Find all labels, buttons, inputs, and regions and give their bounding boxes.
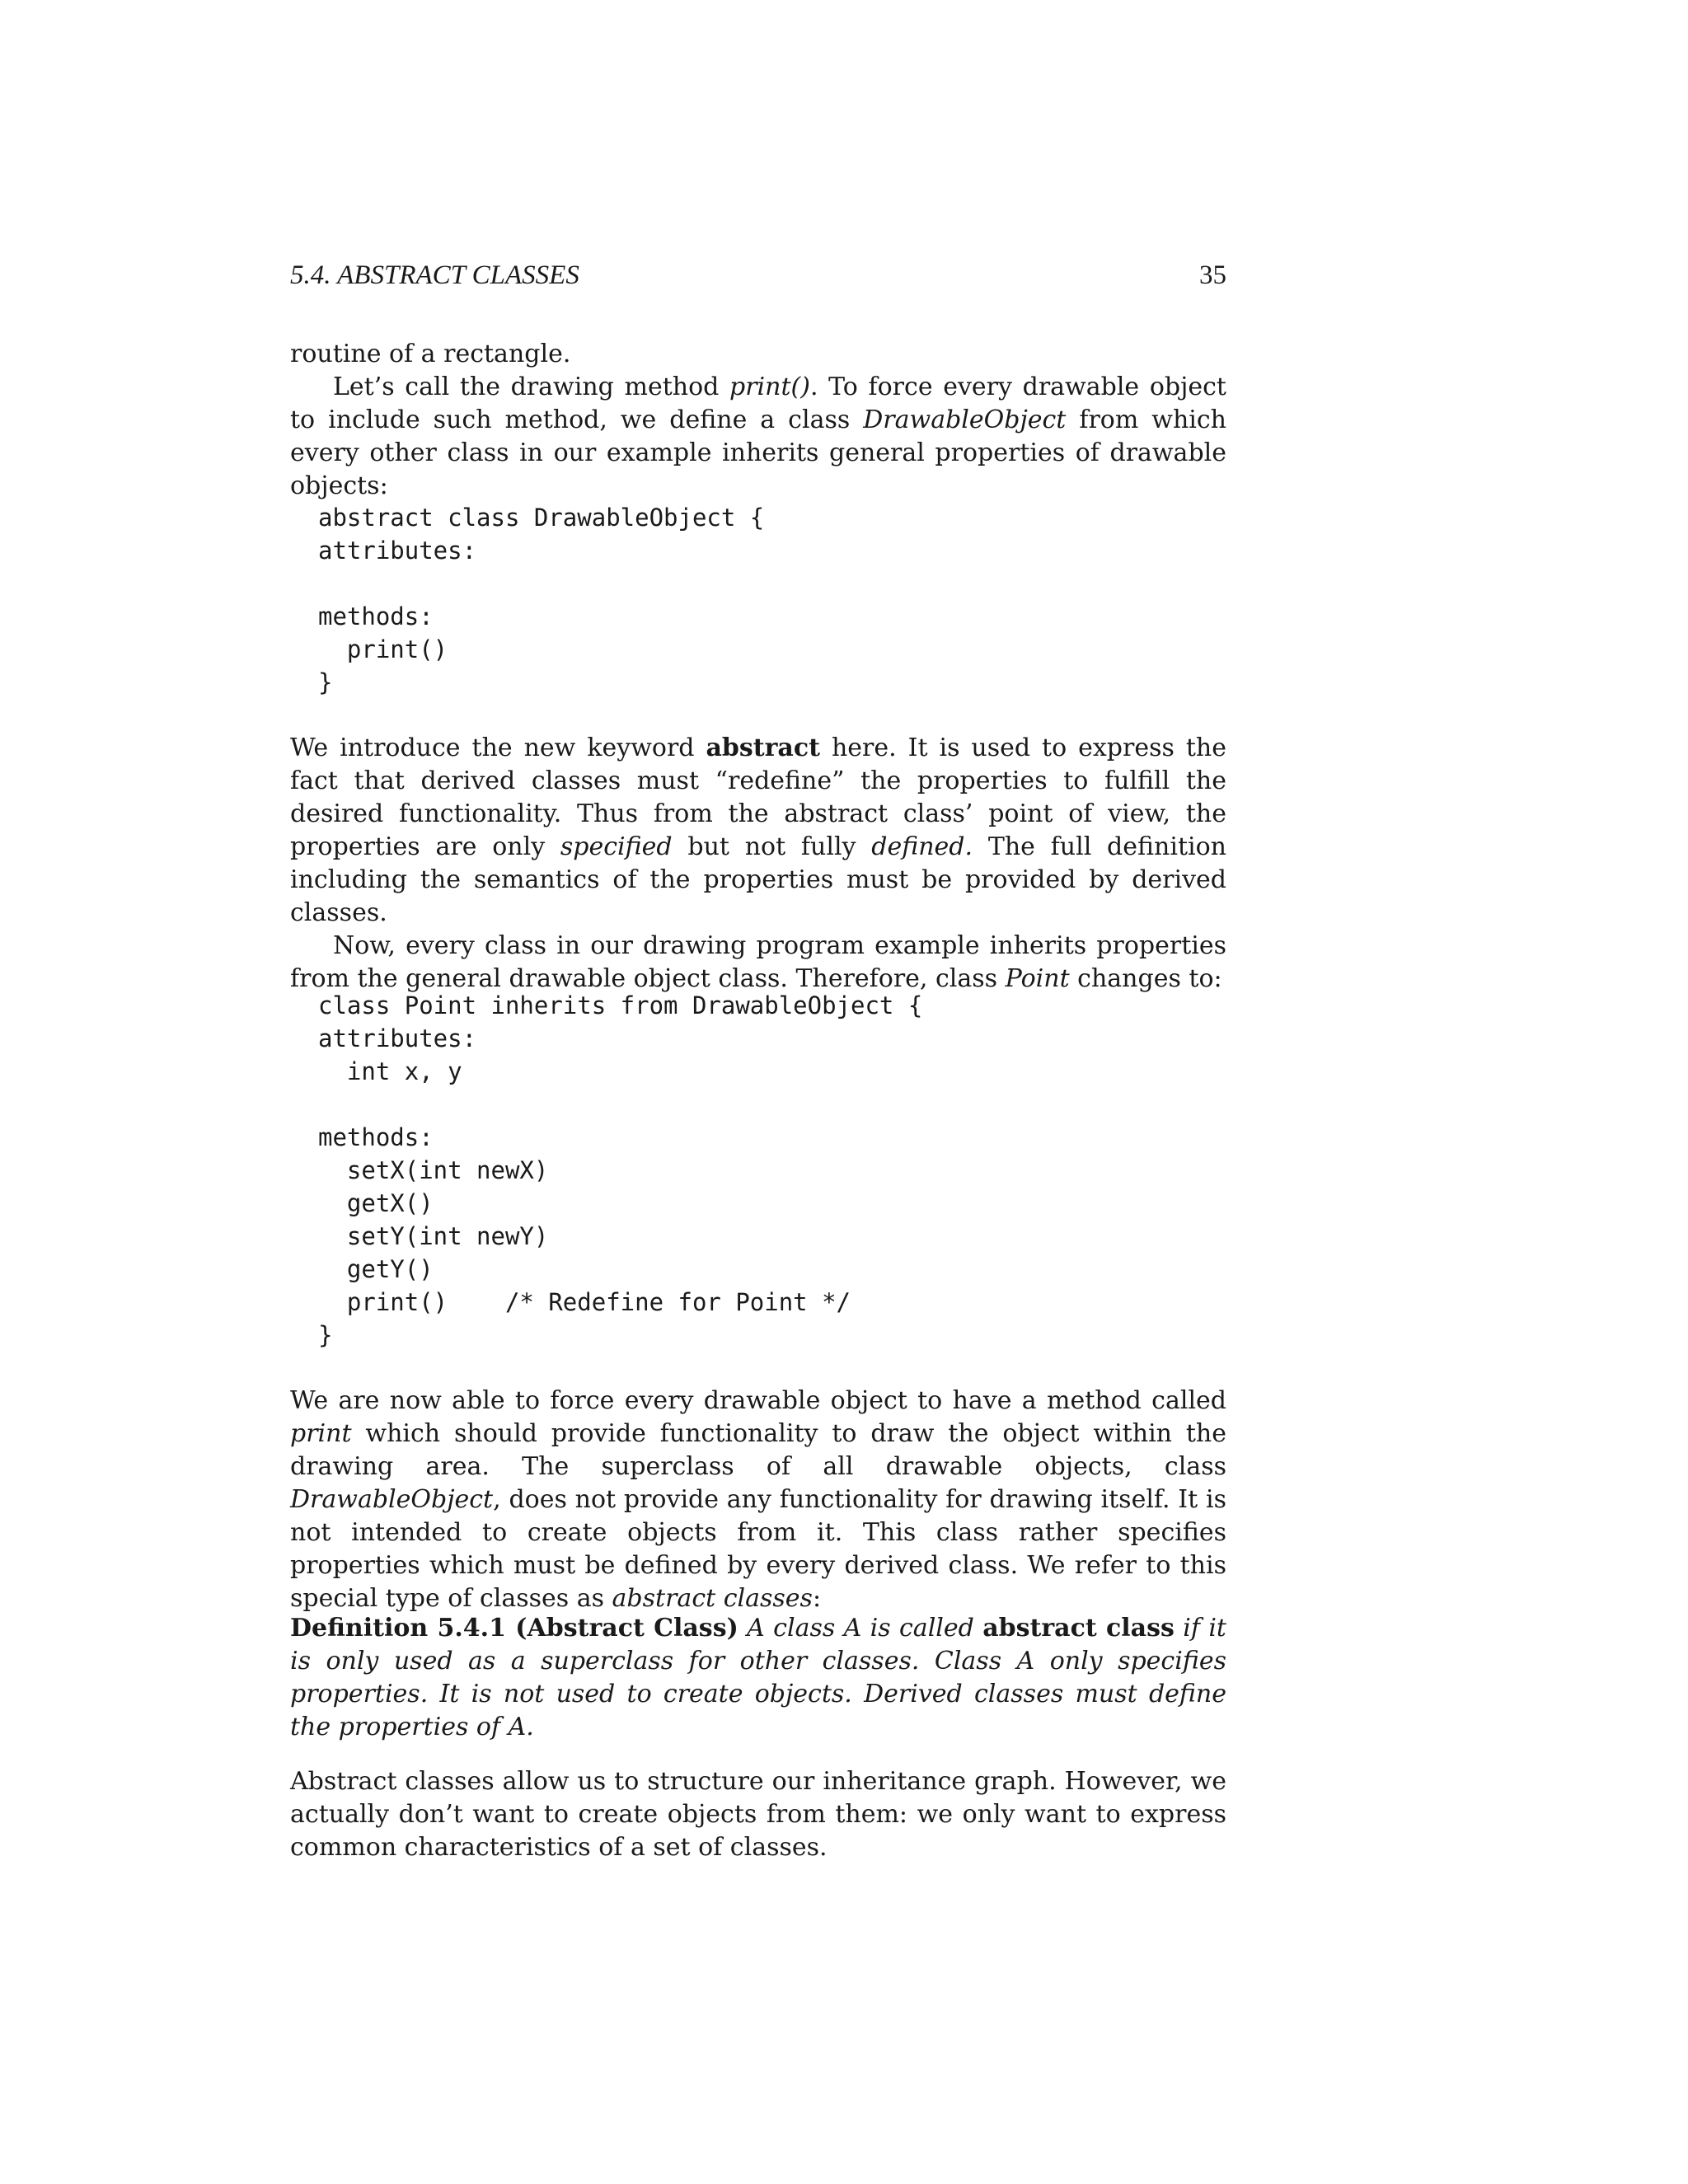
paragraph-abstract-keyword: [290, 732, 1226, 996]
definition-term: abstract class: [982, 1614, 1175, 1643]
paragraph-conclusion: [290, 1765, 1226, 1864]
code-block-point: class Point inherits from DrawableObject { attributes: int x, y methods: setX(int newX) getX() setY(int newY) getY() print() /* Redefine for Point */ }: [318, 991, 923, 1349]
text-run-italic: print: [290, 1419, 352, 1448]
text-run: changes to:: [1069, 964, 1222, 993]
text-run: Let’s call the drawing method: [333, 373, 729, 401]
paragraph: [290, 732, 1226, 930]
text-run: We are now able to force every drawable object to have a method called: [290, 1386, 1226, 1415]
definition-text: if it is only used as a superclass for other classes. Class A only specifies properties. It is not used to create objects. Derived classes must define the properties of A.: [290, 1614, 1226, 1741]
paragraph-print-method: [290, 371, 1226, 503]
text-run-italic: Point: [1005, 964, 1070, 993]
paragraph-print-force: [290, 1385, 1226, 1615]
text-run-italic: abstract classes: [612, 1584, 813, 1613]
paragraph-intro: [290, 338, 1226, 503]
definition-text: A class A is called: [738, 1614, 983, 1643]
text-run: but not fully: [672, 832, 872, 861]
text-run-italic: print(): [729, 373, 810, 401]
text-run-italic: defined.: [871, 832, 973, 861]
text-run: from which every other class in our example inherits general properties of drawable objects:: [290, 405, 1226, 500]
page-number: 35: [1199, 260, 1226, 290]
paragraph-line: routine of a rectangle.: [290, 340, 571, 368]
text-run: which should provide functionality to draw the object within the drawing area. The superclass of all drawable objects, class: [290, 1419, 1226, 1481]
definition-block: [290, 1612, 1226, 1744]
definition-label: Definition 5.4.1 (Abstract Class): [290, 1614, 738, 1643]
text-run-bold: abstract: [706, 733, 820, 762]
document-page: [290, 0, 1226, 2184]
text-run: here. It is used to express the fact that derived classes must “redefine” the properties to fulfill the desired functionality. Thus from the abstract class’ point of view, the properties are only: [290, 733, 1226, 861]
text-run: . To force every drawable object to include such method, we define a class: [290, 373, 1226, 434]
text-run: , does not provide any functionality for drawing itself. It is not intended to create objects from it. This class rather specifies properties which must be defined by every derived class. We refer to this special type of classes as: [290, 1485, 1226, 1613]
text-run: The full definition including the semantics of the properties must be provided by derived classes.: [290, 832, 1226, 927]
section-title: 5.4. ABSTRACT CLASSES: [290, 260, 579, 290]
text-run: :: [812, 1584, 822, 1613]
running-header: [290, 260, 1226, 300]
paragraph: [290, 1385, 1226, 1615]
text-run: We introduce the new keyword: [290, 733, 706, 762]
text-run-italic: DrawableObject: [863, 405, 1067, 434]
paragraph: Abstract classes allow us to structure our inheritance graph. However, we actually don’t want to create objects from them: we only want to express common characteristics of a set of classes.: [290, 1767, 1226, 1862]
text-run-italic: DrawableObject: [290, 1485, 494, 1514]
text-run-italic: specified: [560, 832, 673, 861]
text-run: Now, every class in our drawing program example inherits properties from the general drawable object class. Therefore, class: [290, 931, 1226, 993]
code-block-drawable-object: abstract class DrawableObject { attributes: methods: print() }: [318, 504, 765, 696]
paragraph: [290, 930, 1226, 996]
